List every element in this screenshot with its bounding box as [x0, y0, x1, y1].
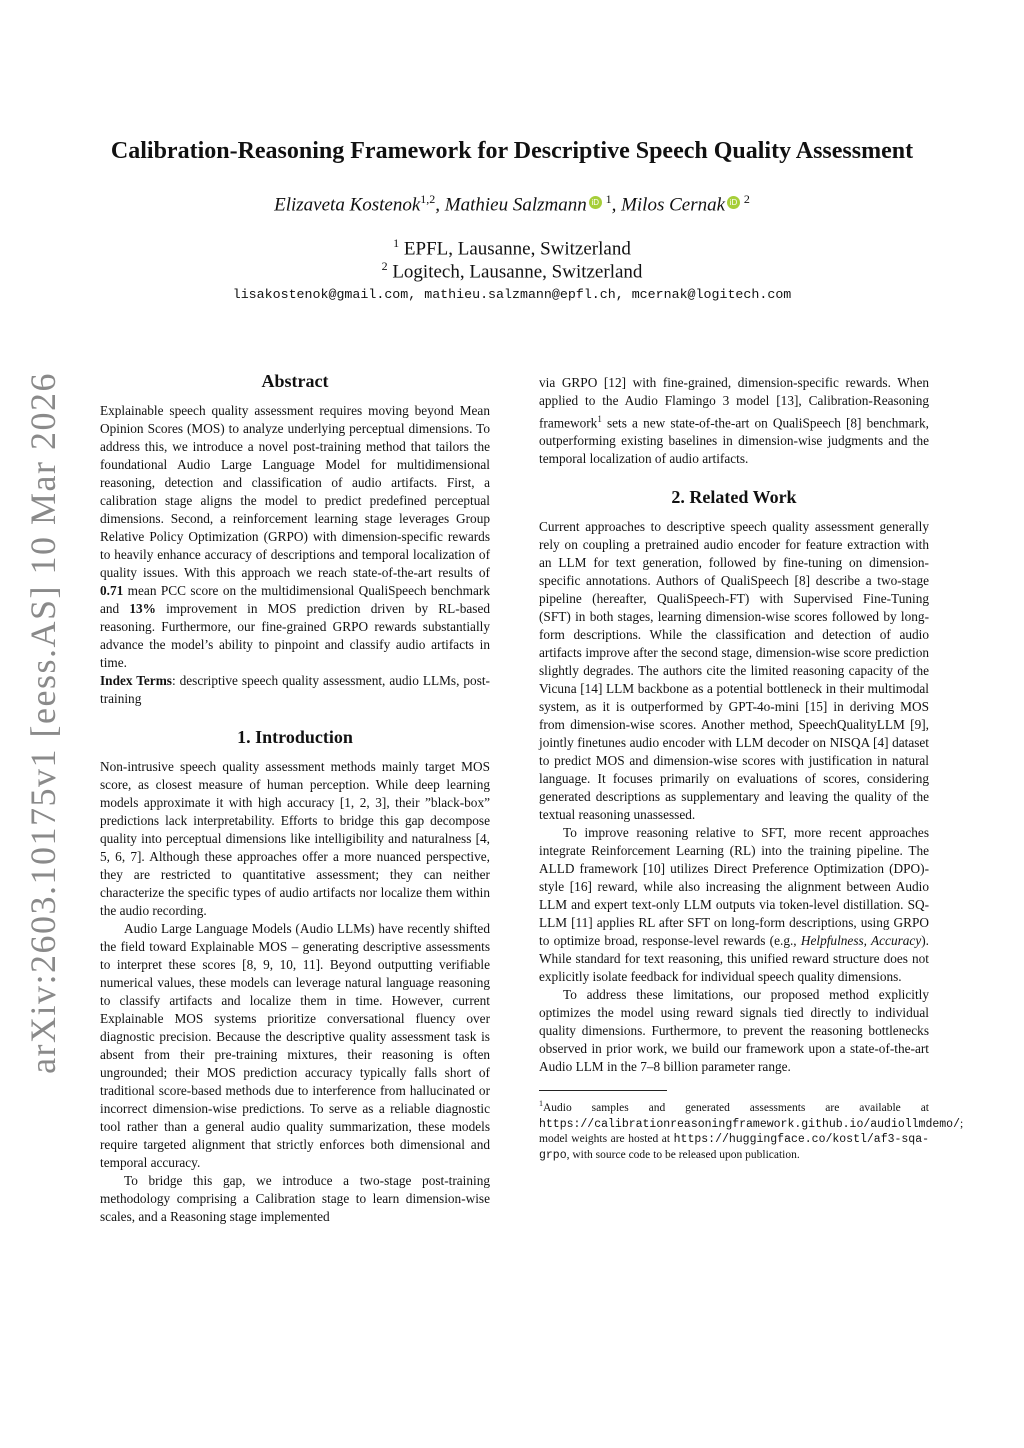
paper-title: Calibration-Reasoning Framework for Descriptive Speech Quality Assessment [110, 138, 914, 164]
index-terms [100, 672, 490, 708]
abstract-highlight: 0.71 [100, 583, 124, 598]
author-affil-mark: 1 [605, 192, 612, 206]
author-affil-mark: 2 [743, 192, 750, 206]
author-name: Elizaveta Kostenok [274, 194, 421, 216]
author-emails: lisakostenok@gmail.com, mathieu.salzmann@epfl.ch, mcernak@logitech.com [232, 287, 792, 302]
paragraph: Current approaches to descriptive speech quality assessment generally rely on coupling a pretrained audio encoder for feature extraction with an LLM for text generation, followed by fine-tuning on dimension-specific annotations. Authors of QualiSpeech [8] describe a two-stage pipeline (hereafter, QualiSpeech-FT) with Supervised Fine-Tuning (SFT) in both stages, learning dimension-wise scores followed by long-form descriptions. While the classification and detection of audio artifacts improve after the second stage, dimension-wise score prediction slightly degrades. The authors cite the limited reasoning capacity of the Vicuna [14] LLM backbone as a potential bottleneck in their multimodal system, as it is outperformed by GPT-4o-mini [15] in deriving MOS from dimension-wise scores. Another method, SpeechQualityLLM [9], jointly finetunes audio encoder with LLM decoder on NISQA [4] dataset to predict MOS and dimension-wise scores with justification in natural language. It focuses primarily on evaluations of scores, considering generated descriptions as supplementary and leaving the quality of the textual reasoning unassessed. [539, 519, 929, 823]
left-column [100, 370, 490, 1226]
footnote-divider [539, 1090, 667, 1091]
affiliation-mark: 1 [393, 236, 400, 250]
affiliation [0, 259, 1024, 283]
footnote-link[interactable]: https://huggingface.co/kostl/af3-sqa-grpo [539, 1133, 929, 1162]
footnote-mark[interactable]: 1 [597, 414, 602, 424]
affiliation-text: EPFL, Lausanne, Switzerland [403, 238, 631, 260]
paragraph [539, 824, 929, 986]
orcid-icon[interactable]: iD [727, 196, 740, 209]
footnote-text: , with source code to be released upon publication. [566, 1148, 800, 1161]
footnote-text: Audio samples and generated assessments are available at [543, 1102, 929, 1115]
arxiv-stamp [22, 372, 64, 1074]
related-work-heading: 2. Related Work [671, 487, 797, 508]
footnote-text: ; model weights are hosted at [539, 1117, 964, 1146]
paragraph-emphasis: Helpfulness, Accuracy [800, 933, 922, 949]
paragraph-part: ). While standard for text reasoning, this unified reward structure does not explicitly isolate feedback for individual speech quality dimensions. [539, 933, 929, 985]
paragraph: To bridge this gap, we introduce a two-stage post-training methodology comprising a Calibration stage to learn dimension-wise scales, and a Reasoning stage implemented [100, 1173, 490, 1224]
affiliation-text: Logitech, Lausanne, Switzerland [392, 261, 643, 283]
paragraph: Non-intrusive speech quality assessment methods mainly target MOS score, as closest measure of human perception. While deep learning models approximate it with high accuracy [1, 2, 3], their ”black-box” predictions lack interpretability. Efforts to bridge this gap decompose quality into perceptual dimensions like intelligibility and naturalness [4, 5, 6, 7]. Although these approaches offer a more nuanced perspective, they are restricted to quantitative assessment; they can neither characterize the specific types of audio artifacts nor localize them within the audio recording. [100, 759, 490, 918]
abstract-text-part: improvement in MOS prediction driven by RL-based reasoning. Furthermore, our fine-grained GRPO rewards substantially advance the model’s ability to pinpoint and classify audio artifacts in time. [100, 601, 490, 670]
author-name: Mathieu Salzmann [444, 194, 587, 216]
abstract-heading: Abstract [261, 371, 329, 391]
paragraph: Audio Large Language Models (Audio LLMs) have recently shifted the field toward Explainable MOS – generating descriptive assessments to interpret these scores [8, 9, 10, 11]. Beyond outputting verifiable numerical values, these models can leverage natural language reasoning to classify artifacts and localize them in time. However, current Explainable MOS systems prioritize conversational fluency over diagnostic precision. Because the descriptive quality assessment task is absent from their pre-training mixtures, their reasoning is often ungrounded; their MOS prediction accuracy typically falls short of traditional score-based methods due to interference from hallucinated or incorrect dimension-wise predictions. To serve as a reliable diagnostic tool rather than a general audio quality summarization, these models require targeted alignment that strictly enforces both dimensional and temporal accuracy. [100, 921, 490, 1170]
arxiv-id: arXiv:2603.10175v1 [eess.AS] 10 Mar 2026 [23, 372, 63, 1074]
right-column [539, 374, 964, 1163]
paragraph-part: sets a new state-of-the-art on QualiSpeech [8] benchmark, outperforming existing baselines in dimension-wise judgments and the temporal localization of audio artifacts. [539, 415, 929, 467]
paragraph-part: To improve reasoning relative to SFT, more recent approaches integrate Reinforcement Learning (RL) into the training pipeline. The ALLD framework [10] utilizes Direct Preference Optimization (DPO)-style [16] reward, while also increasing the alignment between Audio LLM and expert text-only LLM outputs via token-level distillation. SQ-LLM [11] applies RL after SFT on long-form descriptions, using GRPO to optimize broad, response-level rewards (e.g., [539, 825, 929, 949]
abstract-highlight: 13% [129, 601, 156, 616]
footnote-link[interactable]: https://calibrationreasoningframework.github.io/audiollmdemo/ [539, 1117, 960, 1131]
index-terms-text: : descriptive speech quality assessment, audio LLMs, post-training [100, 673, 490, 706]
footnote-mark: 1 [539, 1099, 543, 1109]
affiliation-mark: 2 [381, 259, 388, 273]
abstract-text-part: Explainable speech quality assessment requires moving beyond Mean Opinion Scores (MOS) to analyze underlying perceptual dimensions. To address this, we introduce a novel post-training method that tailors the foundational Audio Large Language Model for multidimensional reasoning, detection and classification of audio artifacts. First, a calibration stage aligns the model to predict predefined perceptual dimensions. Second, a reinforcement learning stage leverages Group Relative Policy Optimization (GRPO) with dimension-specific rewards to heavily enhance accuracy of descriptions and temporal localization of quality issues. With this approach we reach state-of-the-art results of [100, 403, 490, 580]
index-terms-label: Index Terms [100, 673, 172, 688]
paragraph-part: via GRPO [12] with fine-grained, dimension-specific rewards. When applied to the Audio Flamingo 3 model [13], Calibration-Reasoning framework [539, 375, 929, 431]
author-list: Elizaveta Kostenok$^{1,2}$, Mathieu Salzmann iD $^1$, Milos Cernak iD $^2$ [274, 192, 750, 216]
abstract-text [100, 402, 490, 672]
orcid-icon[interactable]: iD [589, 196, 602, 209]
affiliation [0, 236, 1024, 260]
paragraph: To address these limitations, our proposed method explicitly optimizes the model using reward signals tied directly to individual quality dimensions. Furthermore, to prevent the reasoning bottlenecks observed in prior work, we build our framework upon a state-of-the-art Audio LLM in the 7–8 billion parameter range. [539, 987, 929, 1075]
paragraph [539, 374, 929, 468]
abstract-text-part: mean PCC score on the multidimensional QualiSpeech benchmark and [100, 583, 490, 616]
author-affil-mark: 1,2 [420, 192, 436, 206]
footnote [539, 1096, 964, 1163]
author-name: Milos Cernak [621, 194, 726, 216]
introduction-heading: 1. Introduction [237, 727, 353, 747]
